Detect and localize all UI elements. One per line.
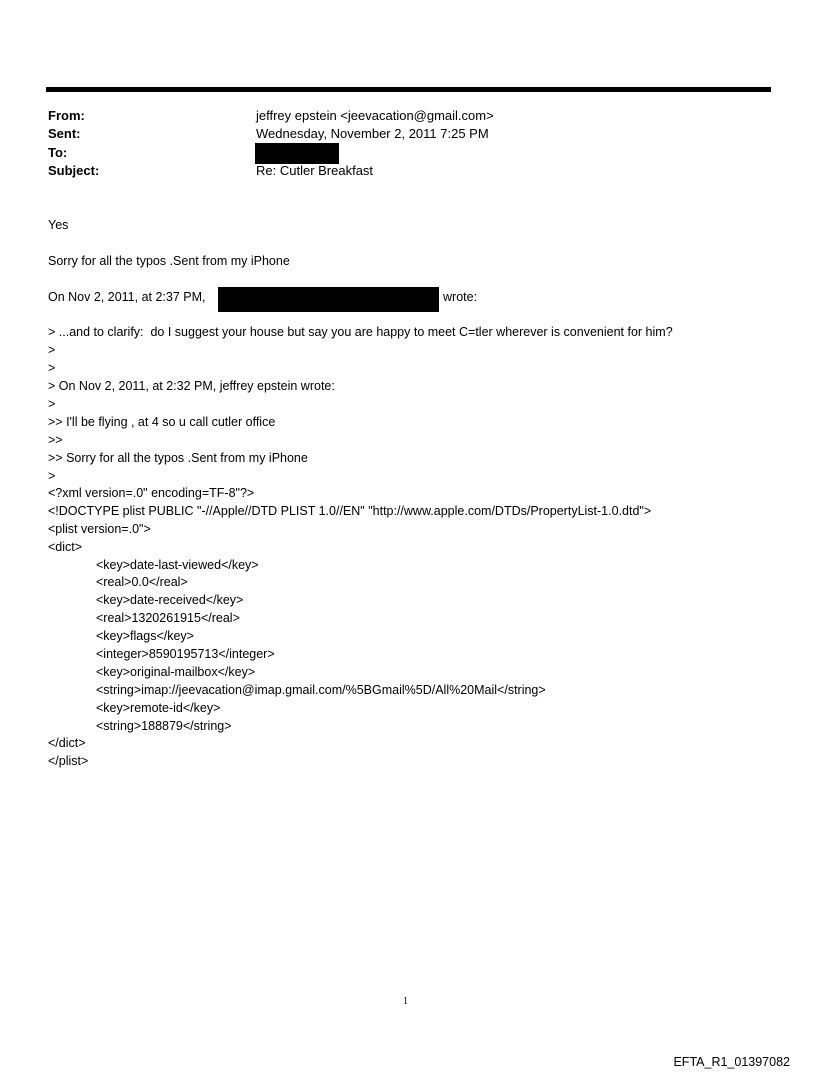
page-number: 1 bbox=[403, 996, 408, 1007]
plist-line: <key>remote-id</key> bbox=[96, 700, 221, 715]
plist-line: <key>date-received</key> bbox=[96, 593, 244, 608]
plist-line: <key>date-last-viewed</key> bbox=[96, 557, 259, 572]
to-redaction bbox=[255, 143, 339, 164]
reply-text: Yes bbox=[48, 218, 69, 232]
quoted-line: >> I'll be flying , at 4 so u call cutler office bbox=[48, 415, 276, 429]
from-value: jeffrey epstein <jeevacation@gmail.com> bbox=[256, 108, 494, 123]
sent-value: Wednesday, November 2, 2011 7:25 PM bbox=[256, 126, 489, 141]
subject-value: Re: Cutler Breakfast bbox=[256, 163, 374, 178]
plist-line: <string>imap://jeevacation@imap.gmail.com/%5BGmail%5D/All%20Mail</string> bbox=[96, 682, 546, 697]
plist-line: <string>188879</string> bbox=[96, 718, 232, 733]
quoted-line: >> Sorry for all the typos .Sent from my iPhone bbox=[48, 451, 308, 465]
plist-metadata bbox=[48, 485, 651, 771]
plist-line: <?xml version=.0" encoding=TF-8"?> bbox=[48, 486, 255, 500]
sent-label: Sent: bbox=[48, 126, 81, 141]
plist-line: <key>flags</key> bbox=[96, 629, 194, 644]
quoted-line: >> bbox=[48, 433, 63, 447]
subject-label: Subject: bbox=[48, 163, 100, 178]
plist-line: <!DOCTYPE plist PUBLIC "-//Apple//DTD PLIST 1.0//EN" "http://www.apple.com/DTDs/PropertyList-1.0.dtd"> bbox=[48, 503, 652, 518]
plist-line: </dict> bbox=[48, 736, 86, 751]
signature-text: Sorry for all the typos .Sent from my iPhone bbox=[48, 254, 290, 268]
quoted-line: > ...and to clarify: do I suggest your house but say you are happy to meet C=tler wherever is convenient for him? bbox=[48, 325, 673, 339]
bates-number: EFTA_R1_01397082 bbox=[673, 1055, 790, 1069]
quoted-message bbox=[48, 323, 673, 485]
quote-intro-suffix: wrote: bbox=[443, 290, 478, 304]
plist-line: <integer>8590195713</integer> bbox=[96, 647, 275, 662]
plist-line: <plist version=.0"> bbox=[48, 521, 151, 536]
plist-line: <real>1320261915</real> bbox=[96, 611, 240, 626]
quote-intro-prefix: On Nov 2, 2011, at 2:37 PM, bbox=[48, 290, 206, 304]
quoted-line: > bbox=[48, 469, 56, 483]
plist-line: <dict> bbox=[48, 539, 83, 554]
plist-line: </plist> bbox=[48, 754, 89, 769]
quoted-line: > bbox=[48, 361, 56, 375]
to-label: To: bbox=[48, 145, 68, 160]
quoted-line: > bbox=[48, 397, 56, 411]
plist-line: <key>original-mailbox</key> bbox=[96, 664, 256, 679]
plist-line: <real>0.0</real> bbox=[96, 575, 188, 590]
header-divider bbox=[46, 87, 771, 92]
sender-redaction bbox=[218, 287, 439, 312]
from-label: From: bbox=[48, 108, 85, 123]
quoted-line: > On Nov 2, 2011, at 2:32 PM, jeffrey epstein wrote: bbox=[48, 379, 335, 393]
quoted-line: > bbox=[48, 343, 56, 357]
